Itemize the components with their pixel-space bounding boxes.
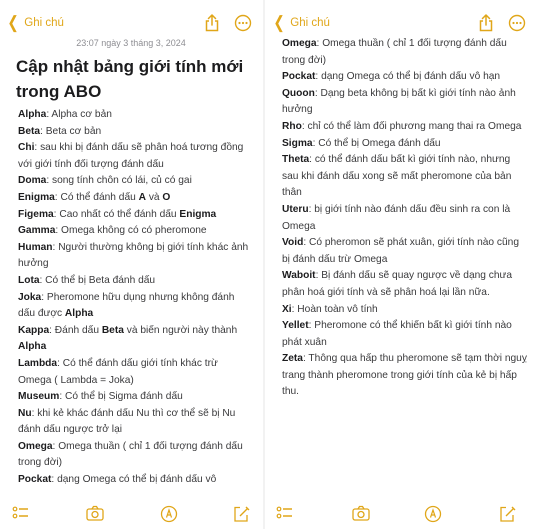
note-entry — [18, 406, 254, 439]
compose-icon[interactable] — [498, 505, 516, 528]
note-entry — [18, 356, 254, 389]
entry-emphasis: O — [162, 191, 171, 203]
entry-text: : Bị đánh dấu sẽ quay ngược về dạng chưa phân hoá giới tính và sẽ phân hoá lại lần nữa. — [282, 270, 513, 298]
note-entry — [18, 323, 254, 356]
entry-text: : bị giới tính nào đánh dấu đều sinh ra con là Omega — [282, 203, 511, 232]
entry-term: Pockat — [18, 474, 52, 486]
entry-text: : Dạng beta không bị bất kì giới tính nào ảnh hưởng — [282, 87, 516, 116]
entry-text: : Có thể bị Sigma đánh dấu — [59, 391, 183, 403]
entry-term: Yellet — [282, 320, 309, 332]
entry-term: Void — [282, 237, 304, 249]
note-entry — [282, 119, 528, 136]
entry-text: : song tính chôn có lái, củ có gai — [46, 175, 192, 187]
entry-text: : khi kẻ khác đánh dấu Nu thì cơ thể sẽ bị Nu đánh dấu ngược trở lại — [18, 407, 236, 436]
note-body[interactable] — [18, 107, 254, 489]
note-entry — [282, 69, 528, 86]
entry-text: : Có thể đánh dấu giới tính khác trừ Omega ( Lambda = Joka) — [18, 357, 218, 386]
entry-emphasis: Beta — [101, 324, 124, 336]
entry-text: : dạng Omega có thể bị đánh dấu vô — [51, 474, 217, 486]
entry-term: Xi — [282, 303, 292, 315]
entry-term: Gamma — [18, 225, 56, 237]
entry-term: Doma — [18, 175, 47, 187]
ellipsis-circle-icon[interactable] — [234, 14, 252, 32]
entry-term: Omega — [282, 38, 317, 49]
entry-emphasis: Enigma — [179, 208, 217, 220]
note-entry — [18, 173, 254, 190]
note-entry — [18, 273, 254, 290]
chevron-left-icon: ❮ — [7, 13, 19, 32]
entry-text: : Có thể bị Omega đánh dấu — [312, 137, 441, 149]
note-entry — [282, 86, 528, 119]
note-pane-right — [266, 0, 536, 529]
entry-text: : Thông qua hấp thu pheromone sẽ tạm thời nguỵ trang thành pheromone trong giới tính của kẻ bị hấp thu. — [282, 353, 527, 398]
share-icon[interactable] — [478, 14, 494, 32]
compose-icon[interactable] — [232, 505, 250, 528]
entry-term: Figema — [18, 208, 54, 220]
back-label: Ghi chú — [24, 17, 64, 29]
ellipsis-circle-icon[interactable] — [508, 14, 526, 32]
note-entry — [282, 136, 528, 153]
note-entry — [18, 190, 254, 207]
entry-text: : có thể đánh dấu bất kì giới tính nào, nhưng sau khi đánh dấu xong sẽ mất pheromone của bản thân — [282, 154, 512, 199]
entry-text: : Alpha cơ bản — [46, 109, 112, 120]
entry-term: Zeta — [282, 353, 303, 365]
entry-term: Rho — [282, 120, 302, 132]
bottom-toolbar — [266, 499, 536, 529]
note-entry — [18, 439, 254, 472]
entry-text: : Pheromone hữu dụng nhưng không đánh dấu được — [18, 291, 235, 320]
back-label: Ghi chú — [290, 17, 330, 29]
entry-term: Uteru — [282, 203, 309, 215]
entry-text: : Beta cơ bản — [40, 125, 102, 137]
entry-term: Omega — [18, 440, 53, 452]
note-entry — [282, 318, 528, 351]
entry-term: Pockat — [282, 71, 316, 83]
entry-text: : Có thể đánh dấu — [54, 191, 139, 203]
entry-term: Lambda — [18, 357, 58, 369]
note-entry — [18, 290, 254, 323]
entry-term: Lota — [18, 274, 40, 286]
nav-bar — [266, 12, 536, 36]
entry-term: Museum — [18, 391, 60, 403]
entry-term: Chi — [18, 142, 35, 154]
entry-text: : sau khi bị đánh dấu sẽ phân hoá tương đồng với giới tính đối tượng đánh dấu — [18, 142, 244, 170]
note-entry — [282, 202, 528, 235]
pen-circle-icon[interactable] — [424, 505, 442, 528]
note-entry — [282, 152, 528, 202]
note-entry — [282, 36, 528, 69]
entry-text: : Omega thuần ( chỉ 1 đối tượng đánh dấu trong đời) — [282, 38, 507, 66]
nav-actions — [204, 14, 252, 32]
bottom-toolbar — [0, 499, 262, 529]
note-timestamp: 23:07 ngày 3 tháng 3, 2024 — [76, 38, 186, 48]
note-entry — [18, 472, 254, 489]
entry-emphasis: A — [138, 191, 146, 203]
entry-text: : Pheromone có thể khiến bất kì giới tính nào phát xuân — [282, 320, 512, 348]
note-entry — [282, 268, 528, 301]
entry-term: Joka — [18, 291, 42, 303]
entry-text: : chỉ có thể làm đối phương mang thai ra Omega — [301, 120, 522, 132]
entry-text: : Hoàn toàn vô tính — [291, 303, 378, 315]
pane-divider — [263, 0, 265, 529]
back-button[interactable] — [272, 13, 330, 32]
checklist-icon[interactable] — [276, 505, 294, 526]
entry-term: Nu — [18, 407, 32, 419]
camera-icon[interactable] — [86, 505, 104, 526]
note-entry — [18, 240, 254, 273]
note-entry — [18, 140, 254, 173]
entry-text: : Có thể bị Beta đánh dấu — [39, 274, 156, 286]
camera-icon[interactable] — [352, 505, 370, 526]
nav-actions — [478, 14, 526, 32]
entry-term: Beta — [18, 125, 41, 137]
note-entry — [18, 389, 254, 406]
note-entry — [18, 207, 254, 224]
note-pane-left — [0, 0, 262, 529]
entry-text: và biến người này thành — [123, 324, 238, 336]
note-entry — [282, 235, 528, 268]
entry-emphasis: Alpha — [18, 341, 47, 353]
note-title: Cập nhật bảng giới tính mới trong ABO — [16, 57, 244, 101]
entry-text: : Người thường không bị giới tính khác ảnh hưởng — [18, 241, 249, 270]
share-icon[interactable] — [204, 14, 220, 32]
entry-term: Theta — [282, 154, 310, 166]
entry-term: Enigma — [18, 191, 55, 203]
entry-term: Sigma — [282, 137, 313, 149]
entry-text: : Omega thuần ( chỉ 1 đối tượng đánh dấu trong đời) — [18, 440, 243, 469]
checklist-icon[interactable] — [12, 505, 30, 526]
nav-bar — [0, 12, 262, 36]
chevron-left-icon: ❮ — [273, 13, 285, 32]
entry-text: : dạng Omega có thể bị đánh dấu vô hạn — [315, 71, 501, 83]
back-button[interactable] — [6, 13, 64, 32]
note-entry — [18, 223, 254, 240]
entry-term: Alpha — [18, 109, 47, 120]
entry-text: và — [145, 191, 163, 203]
entry-term: Kappa — [18, 324, 50, 336]
note-entry — [18, 124, 254, 141]
entry-text: : Đánh dấu — [49, 324, 102, 336]
entry-term: Quoon — [282, 87, 315, 99]
pen-circle-icon[interactable] — [160, 505, 178, 528]
entry-text: : Cao nhất có thể đánh dấu — [53, 208, 180, 220]
note-body[interactable] — [282, 36, 528, 401]
entry-term: Human — [18, 241, 53, 253]
entry-text: : Có pheromon sẽ phát xuân, giới tính nào cũng bị đánh dấu trừ Omega — [282, 237, 519, 265]
entry-term: Waboit — [282, 270, 316, 282]
note-entry — [282, 302, 528, 319]
entry-text: : Omega không có có pheromone — [55, 225, 207, 237]
entry-emphasis: Alpha — [64, 308, 94, 320]
note-entry — [18, 107, 254, 124]
note-entry — [282, 351, 528, 401]
